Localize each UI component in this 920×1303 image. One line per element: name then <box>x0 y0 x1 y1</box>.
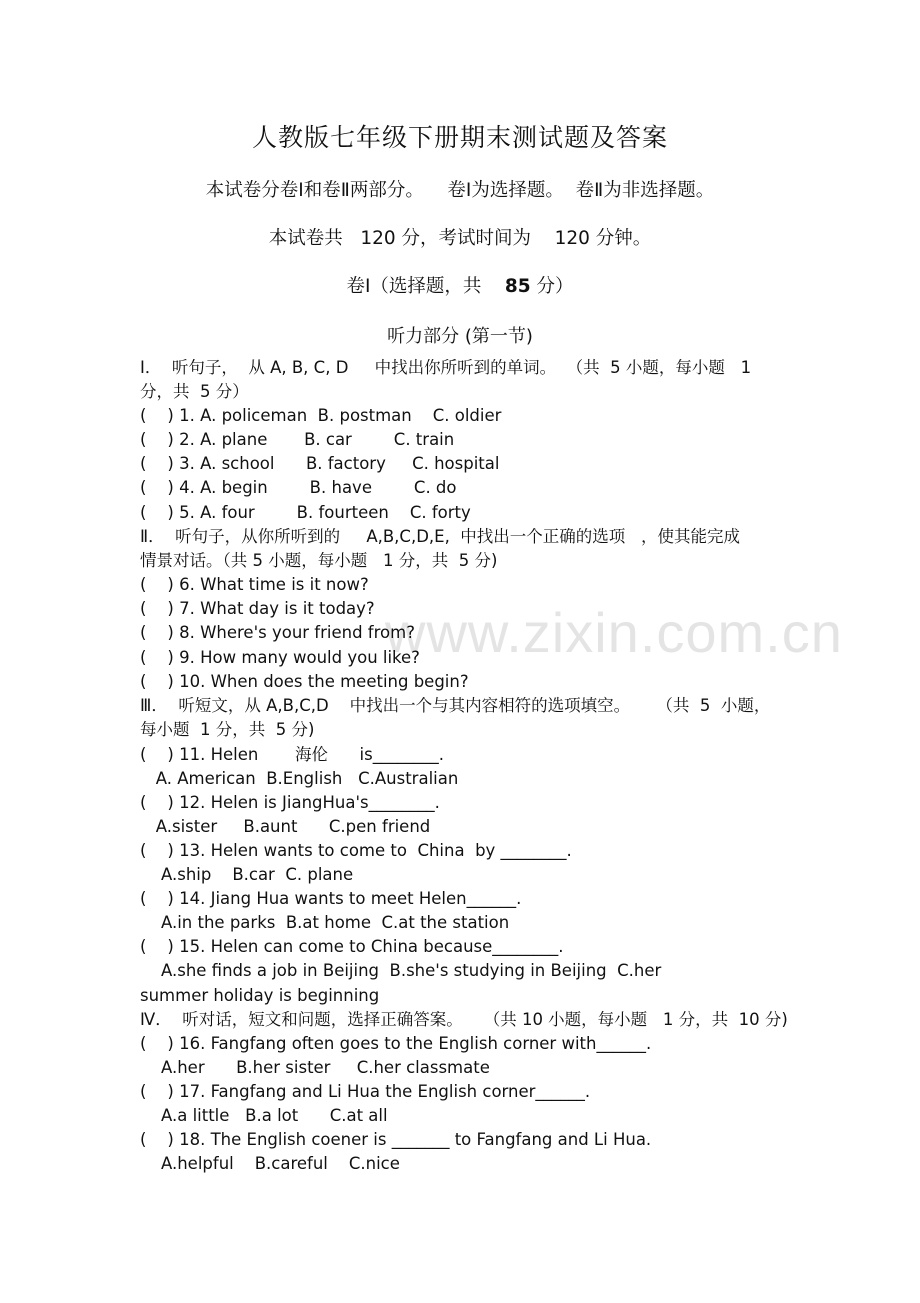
question-line: 情景对话。（共 5 小题，每小题 1 分，共 5 分) <box>140 551 498 570</box>
section-heading-b: 分） <box>530 276 574 297</box>
question-line: ( ) 9. How many would you like? <box>140 648 420 667</box>
question-line: A.helpful B.careful C.nice <box>140 1154 400 1173</box>
question-line: 每小题 1 分，共 5 分) <box>140 720 315 739</box>
section-heading <box>0 272 920 298</box>
question-line: ( ) 18. The English coener is _______ to Fangfang and Li Hua. <box>140 1130 652 1149</box>
section-score: 85 <box>504 276 531 297</box>
question-line: A. American B.English C.Australian <box>140 769 459 788</box>
question-line: summer holiday is beginning <box>140 986 380 1005</box>
question-line: ( ) 10. When does the meeting begin? <box>140 672 469 691</box>
question-line: ( ) 7. What day is it today? <box>140 599 375 618</box>
question-line: ( ) 8. Where's your friend from? <box>140 623 415 642</box>
intro-line-2: 本试卷共 120 分，考试时间为 120 分钟。 <box>268 228 652 249</box>
page-title: 人教版七年级下册期末测试题及答案 <box>251 123 668 152</box>
question-line: ( ) 17. Fangfang and Li Hua the English corner______. <box>140 1082 591 1101</box>
question-line: ( ) 4. A. begin B. have C. do <box>140 478 457 497</box>
question-line: ( ) 14. Jiang Hua wants to meet Helen______. <box>140 889 522 908</box>
section-heading-a: 卷Ⅰ（选择题，共 <box>346 276 505 297</box>
question-line: A.sister B.aunt C.pen friend <box>140 817 431 836</box>
question-line: Ⅰ． 听句子， 从 A, B, C, D 中找出你所听到的单词。 （共 5 小题，每小题 1 <box>140 358 752 377</box>
question-line: ( ) 2. A. plane B. car C. train <box>140 430 455 449</box>
question-line: Ⅲ． 听短文，从 A,B,C,D 中找出一个与其内容相符的选项填空。 （共 5 小题， <box>140 696 771 715</box>
question-line: A.her B.her sister C.her classmate <box>140 1058 490 1077</box>
question-line: 分，共 5 分） <box>140 382 249 401</box>
question-line: ( ) 1. A. policeman B. postman C. oldier <box>140 406 502 425</box>
question-line: ( ) 12. Helen is JiangHua's________. <box>140 793 440 812</box>
question-line: A.she finds a job in Beijing B.she's studying in Beijing C.her <box>140 961 662 980</box>
question-line: ( ) 16. Fangfang often goes to the English corner with______. <box>140 1034 652 1053</box>
question-line: ( ) 13. Helen wants to come to China by ________. <box>140 841 572 860</box>
intro-line-1: 本试卷分卷Ⅰ和卷Ⅱ两部分。 卷Ⅰ为选择题。 卷Ⅱ为非选择题。 <box>205 180 715 201</box>
part-heading: 听力部分 (第一节) <box>387 326 533 347</box>
question-line: A.a little B.a lot C.at all <box>140 1106 388 1125</box>
question-line: Ⅳ． 听对话，短文和问题，选择正确答案。 （共 10 小题，每小题 1 分，共 10 分) <box>140 1010 788 1029</box>
question-line: ( ) 15. Helen can come to China because________. <box>140 937 564 956</box>
watermark: www.zixin.com.cn <box>385 601 843 664</box>
question-line: A.ship B.car C. plane <box>140 865 354 884</box>
question-line: A.in the parks B.at home C.at the station <box>140 913 510 932</box>
question-line: ( ) 6. What time is it now? <box>140 575 369 594</box>
question-line: ( ) 3. A. school B. factory C. hospital <box>140 454 500 473</box>
question-line: Ⅱ． 听句子，从你所听到的 A,B,C,D,E, 中找出一个正确的选项 ，使其能完成 <box>140 527 741 546</box>
question-line: ( ) 11. Helen 海伦 is________. <box>140 745 444 764</box>
question-line: ( ) 5. A. four B. fourteen C. forty <box>140 503 471 522</box>
